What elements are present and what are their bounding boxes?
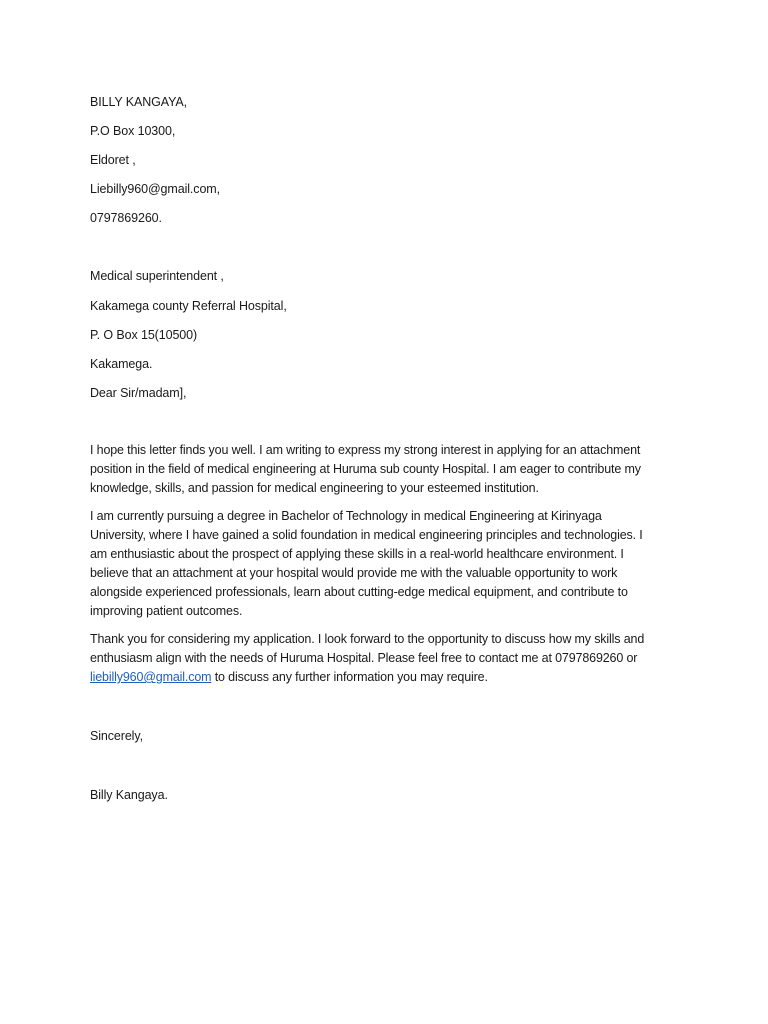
recipient-title: Medical superintendent , — [90, 269, 224, 283]
paragraph-line: Thank you for considering my application. I look forward to the opportunity to discuss how my skills and — [90, 632, 645, 646]
paragraph-line: believe that an attachment at your hospital would provide me with the valuable opportunity to work — [90, 566, 618, 580]
recipient-po-box: P. O Box 15(10500) — [90, 328, 198, 342]
paragraph-line: am enthusiastic about the prospect of applying these skills in a real-world healthcare environment. I — [90, 547, 624, 561]
paragraph-line: I am currently pursuing a degree in Bachelor of Technology in medical Engineering at Kirinyaga — [90, 509, 602, 523]
paragraph-tail: to discuss any further information you may require. — [211, 670, 488, 684]
body-paragraph-1 — [90, 441, 680, 498]
paragraph-line: University, where I have gained a solid foundation in medical engineering principles and technologies. I — [90, 528, 643, 542]
sender-email: Liebilly960@gmail.com, — [90, 182, 220, 196]
paragraph-line: improving patient outcomes. — [90, 604, 243, 618]
paragraph-line: position in the field of medical engineering at Huruma sub county Hospital. I am eager to contribute my — [90, 462, 641, 476]
paragraph-line: alongside experienced professionals, learn about cutting-edge medical equipment, and contribute to — [90, 585, 628, 599]
recipient-organization: Kakamega county Referral Hospital, — [90, 299, 287, 313]
sender-phone: 0797869260. — [90, 211, 162, 225]
paragraph-line: enthusiasm align with the needs of Huruma Hospital. Please feel free to contact me at 0797869260 or — [90, 651, 638, 665]
closing: Sincerely, — [90, 729, 143, 743]
sender-po-box: P.O Box 10300, — [90, 124, 176, 138]
body-paragraph-3 — [90, 630, 680, 687]
salutation: Dear Sir/madam], — [90, 386, 187, 400]
body-paragraph-2 — [90, 507, 680, 621]
email-link[interactable]: liebilly960@gmail.com — [90, 670, 212, 684]
signature-name: Billy Kangaya. — [90, 788, 168, 802]
sender-name: BILLY KANGAYA, — [90, 95, 188, 109]
paragraph-line: I hope this letter finds you well. I am writing to express my strong interest in applying for an attachment — [90, 443, 641, 457]
paragraph-line-with-link — [90, 668, 680, 687]
recipient-town: Kakamega. — [90, 357, 153, 371]
paragraph-line: knowledge, skills, and passion for medical engineering to your esteemed institution. — [90, 481, 539, 495]
sender-town: Eldoret , — [90, 153, 136, 167]
